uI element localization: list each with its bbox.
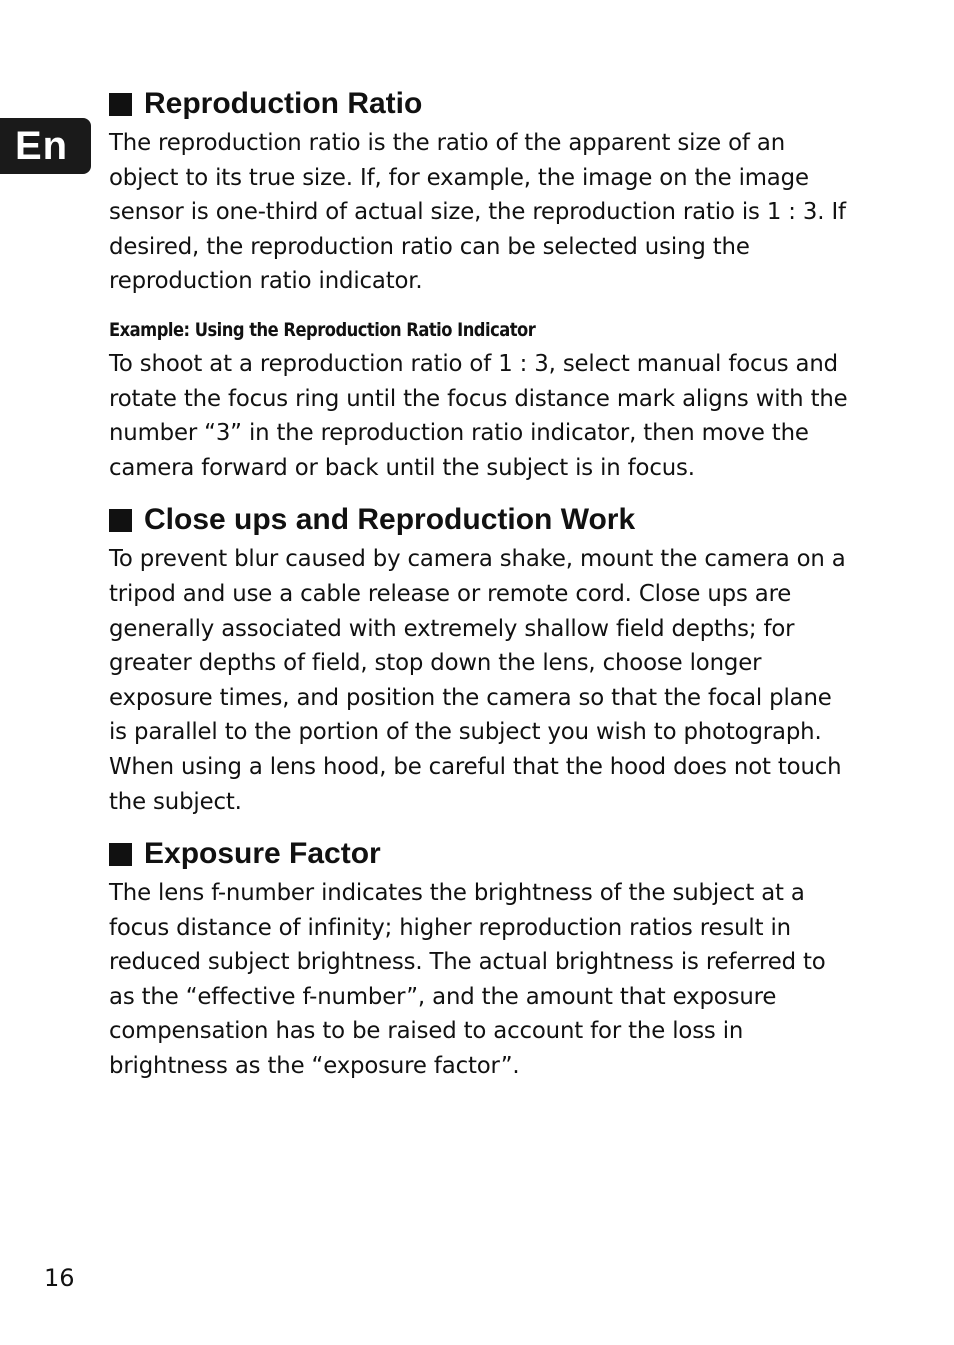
- section-heading: [109, 836, 849, 872]
- section-paragraph: The lens f-number indicates the brightness of the subject at a focus distance of infinity; higher reproduction ratios result in reduced subject brightness. The actual brightness is referred to as the “effective f-number”, and the amount that exposure compensation has to be raised to account for the loss in brightness as the “exposure factor”.: [109, 880, 826, 1080]
- example-heading: Example: Using the Reproduction Ratio Indicator: [109, 318, 536, 341]
- section-reproduction-ratio: [109, 86, 849, 485]
- language-tab-label: En: [14, 123, 69, 168]
- section-exposure-factor: [109, 836, 849, 1084]
- section-heading: [109, 86, 849, 122]
- section-paragraph: To prevent blur caused by camera shake, mount the camera on a tripod and use a cable release or remote cord. Close ups are generally associated with extremely shallow field depths; for greater depths of field, stop down the lens, choose longer exposure times, and position the camera so that the focal plane is parallel to the portion of the subject you wish to photograph. When using a lens hood, be careful that the hood does not touch the subject.: [109, 546, 846, 815]
- section-heading-text: Reproduction Ratio: [144, 87, 423, 120]
- section-heading-text: Close ups and Reproduction Work: [144, 503, 636, 537]
- section-paragraph: The reproduction ratio is the ratio of the apparent size of an object to its true size. If, for example, the image on the image sensor is one-third of actual size, the reproduction ratio is 1 : 3. If desired, the reproduction ratio can be selected using the reproduction ratio indicator.: [109, 130, 846, 295]
- section-heading-text: Exposure Factor: [144, 837, 381, 871]
- example-paragraph: To shoot at a reproduction ratio of 1 : 3, select manual focus and rotate the focus ring until the focus distance mark aligns with the number “3” in the reproduction ratio indicator, then move the camera forward or back until the subject is in focus.: [109, 350, 848, 481]
- page-number: 16: [44, 1264, 75, 1292]
- section-heading: [109, 502, 849, 538]
- black-square-icon: [109, 509, 132, 532]
- section-close-ups: [109, 502, 849, 819]
- black-square-icon: [109, 93, 132, 116]
- language-tab: [0, 118, 91, 174]
- black-square-icon: [109, 843, 132, 866]
- page-content: [109, 86, 849, 1084]
